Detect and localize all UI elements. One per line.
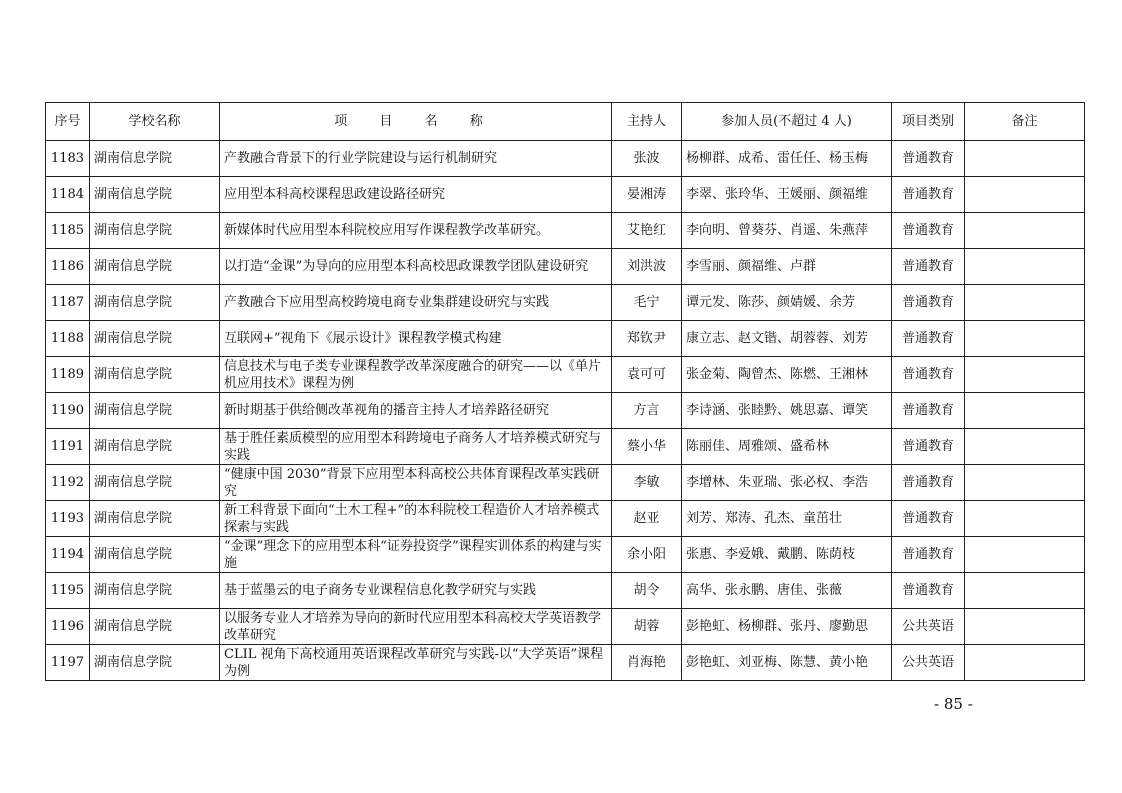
cell-no: 1193 [46, 501, 90, 537]
cell-title: 信息技术与电子类专业课程教学改革深度融合的研究——以《单片机应用技术》课程为例 [220, 357, 612, 393]
header-members: 参加人员(不超过 4 人) [682, 103, 892, 141]
cell-members: 张金菊、陶曾杰、陈燃、王湘林 [682, 357, 892, 393]
table-row [46, 465, 1085, 501]
cell-remark [965, 645, 1085, 681]
project-table [45, 102, 1085, 681]
cell-category: 普通教育 [892, 393, 965, 429]
header-no: 序号 [46, 103, 90, 141]
header-school: 学校名称 [90, 103, 220, 141]
cell-host: 袁可可 [612, 357, 682, 393]
cell-remark [965, 285, 1085, 321]
cell-remark [965, 213, 1085, 249]
table-row [46, 609, 1085, 645]
cell-category: 普通教育 [892, 573, 965, 609]
cell-members: 张惠、李爱娥、戴鹏、陈荫枝 [682, 537, 892, 573]
cell-remark [965, 393, 1085, 429]
table-row [46, 141, 1085, 177]
header-title: 项 目 名 称 [220, 103, 612, 141]
cell-title: 新时期基于供给侧改革视角的播音主持人才培养路径研究 [220, 393, 612, 429]
cell-host: 毛宁 [612, 285, 682, 321]
cell-title: 产教融合背景下的行业学院建设与运行机制研究 [220, 141, 612, 177]
cell-members: 李向明、曾葵芬、肖遥、朱燕萍 [682, 213, 892, 249]
cell-category: 公共英语 [892, 645, 965, 681]
cell-host: 胡令 [612, 573, 682, 609]
cell-category: 公共英语 [892, 609, 965, 645]
cell-remark [965, 141, 1085, 177]
cell-school: 湖南信息学院 [90, 141, 220, 177]
table-row [46, 393, 1085, 429]
cell-host: 郑钦尹 [612, 321, 682, 357]
table-row [46, 285, 1085, 321]
cell-no: 1187 [46, 285, 90, 321]
header-host: 主持人 [612, 103, 682, 141]
cell-school: 湖南信息学院 [90, 393, 220, 429]
cell-remark [965, 249, 1085, 285]
cell-host: 刘洪波 [612, 249, 682, 285]
table-row [46, 213, 1085, 249]
cell-category: 普通教育 [892, 249, 965, 285]
cell-remark [965, 465, 1085, 501]
table-row [46, 537, 1085, 573]
cell-category: 普通教育 [892, 321, 965, 357]
table-row [46, 249, 1085, 285]
cell-category: 普通教育 [892, 537, 965, 573]
cell-category: 普通教育 [892, 285, 965, 321]
cell-category: 普通教育 [892, 501, 965, 537]
cell-no: 1197 [46, 645, 90, 681]
cell-no: 1189 [46, 357, 90, 393]
cell-no: 1192 [46, 465, 90, 501]
cell-members: 李增林、朱亚瑞、张必权、李浩 [682, 465, 892, 501]
cell-host: 李敏 [612, 465, 682, 501]
cell-members: 李雪丽、颜福维、卢群 [682, 249, 892, 285]
cell-remark [965, 321, 1085, 357]
table-row [46, 357, 1085, 393]
cell-host: 余小阳 [612, 537, 682, 573]
cell-title: 产教融合下应用型高校跨境电商专业集群建设研究与实践 [220, 285, 612, 321]
table-row [46, 501, 1085, 537]
cell-members: 李诗涵、张睦黔、姚思嘉、谭笑 [682, 393, 892, 429]
cell-host: 肖海艳 [612, 645, 682, 681]
cell-no: 1191 [46, 429, 90, 465]
cell-no: 1195 [46, 573, 90, 609]
cell-school: 湖南信息学院 [90, 501, 220, 537]
header-category: 项目类别 [892, 103, 965, 141]
cell-remark [965, 537, 1085, 573]
cell-no: 1196 [46, 609, 90, 645]
cell-title: 新媒体时代应用型本科院校应用写作课程教学改革研究。 [220, 213, 612, 249]
cell-title: 应用型本科高校课程思政建设路径研究 [220, 177, 612, 213]
cell-no: 1184 [46, 177, 90, 213]
cell-school: 湖南信息学院 [90, 609, 220, 645]
cell-host: 方言 [612, 393, 682, 429]
cell-category: 普通教育 [892, 357, 965, 393]
cell-title: “健康中国 2030”背景下应用型本科高校公共体育课程改革实践研究 [220, 465, 612, 501]
cell-members: 李翠、张玲华、王媛丽、颜福维 [682, 177, 892, 213]
cell-remark [965, 177, 1085, 213]
cell-no: 1186 [46, 249, 90, 285]
cell-category: 普通教育 [892, 465, 965, 501]
cell-members: 彭艳虹、杨柳群、张丹、廖勤思 [682, 609, 892, 645]
cell-members: 彭艳虹、刘亚梅、陈慧、黄小艳 [682, 645, 892, 681]
cell-members: 杨柳群、成希、雷任任、杨玉梅 [682, 141, 892, 177]
cell-school: 湖南信息学院 [90, 285, 220, 321]
cell-no: 1185 [46, 213, 90, 249]
cell-school: 湖南信息学院 [90, 429, 220, 465]
cell-title: 以服务专业人才培养为导向的新时代应用型本科高校大学英语教学改革研究 [220, 609, 612, 645]
cell-school: 湖南信息学院 [90, 537, 220, 573]
cell-title: 基于胜任素质模型的应用型本科跨境电子商务人才培养模式研究与实践 [220, 429, 612, 465]
header-remark: 备注 [965, 103, 1085, 141]
cell-members: 高华、张永鹏、唐佳、张薇 [682, 573, 892, 609]
cell-members: 康立志、赵文锴、胡蓉蓉、刘芳 [682, 321, 892, 357]
cell-school: 湖南信息学院 [90, 177, 220, 213]
cell-school: 湖南信息学院 [90, 249, 220, 285]
table-row [46, 177, 1085, 213]
table-header-row [46, 103, 1085, 141]
cell-host: 赵亚 [612, 501, 682, 537]
cell-school: 湖南信息学院 [90, 357, 220, 393]
cell-no: 1183 [46, 141, 90, 177]
cell-host: 晏湘涛 [612, 177, 682, 213]
cell-no: 1188 [46, 321, 90, 357]
cell-remark [965, 609, 1085, 645]
cell-remark [965, 429, 1085, 465]
cell-remark [965, 501, 1085, 537]
cell-title: “金课”理念下的应用型本科“证券投资学”课程实训体系的构建与实施 [220, 537, 612, 573]
cell-host: 蔡小华 [612, 429, 682, 465]
cell-title: 以打造“金课”为导向的应用型本科高校思政课教学团队建设研究 [220, 249, 612, 285]
cell-title: 互联网+”视角下《展示设计》课程教学模式构建 [220, 321, 612, 357]
cell-category: 普通教育 [892, 213, 965, 249]
cell-host: 张波 [612, 141, 682, 177]
cell-members: 陈丽佳、周雅颂、盛希林 [682, 429, 892, 465]
cell-title: 新工科背景下面向“土木工程+”的本科院校工程造价人才培养模式探索与实践 [220, 501, 612, 537]
cell-title: 基于蓝墨云的电子商务专业课程信息化教学研究与实践 [220, 573, 612, 609]
cell-members: 谭元发、陈莎、颜婧媛、余芳 [682, 285, 892, 321]
cell-school: 湖南信息学院 [90, 321, 220, 357]
cell-school: 湖南信息学院 [90, 213, 220, 249]
table-row [46, 321, 1085, 357]
cell-members: 刘芳、郑涛、孔杰、童茁壮 [682, 501, 892, 537]
table-row [46, 645, 1085, 681]
cell-school: 湖南信息学院 [90, 573, 220, 609]
cell-host: 艾艳红 [612, 213, 682, 249]
cell-title: CLIL 视角下高校通用英语课程改革研究与实践-以“大学英语”课程为例 [220, 645, 612, 681]
cell-remark [965, 573, 1085, 609]
cell-category: 普通教育 [892, 429, 965, 465]
cell-remark [965, 357, 1085, 393]
cell-no: 1190 [46, 393, 90, 429]
cell-school: 湖南信息学院 [90, 465, 220, 501]
cell-host: 胡蓉 [612, 609, 682, 645]
cell-category: 普通教育 [892, 177, 965, 213]
table-row [46, 429, 1085, 465]
cell-category: 普通教育 [892, 141, 965, 177]
cell-no: 1194 [46, 537, 90, 573]
table-row [46, 573, 1085, 609]
cell-school: 湖南信息学院 [90, 645, 220, 681]
page-number: - 85 - [934, 695, 973, 713]
